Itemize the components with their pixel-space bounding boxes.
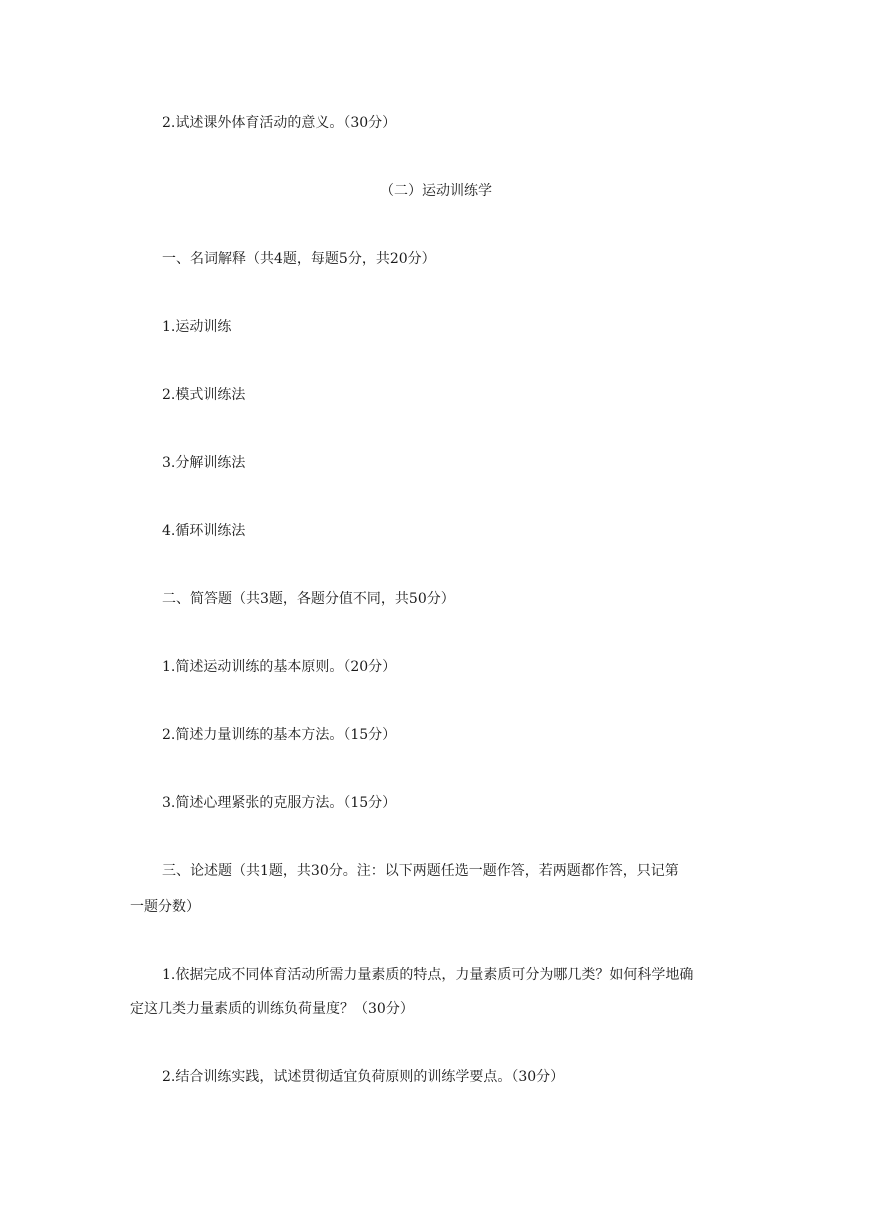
part1-item: 4.循环训练法 <box>162 523 246 539</box>
prev-section-question-2: 2.试述课外体育活动的意义。（30分） <box>162 115 397 131</box>
part3-heading-line2: 一题分数） <box>130 899 200 915</box>
part2-item: 2.简述力量训练的基本方法。（15分） <box>162 727 397 743</box>
part3-question-1-line1: 1.依据完成不同体育活动所需力量素质的特点，力量素质可分为哪几类？如何科学地确 <box>162 967 694 983</box>
part1-item: 3.分解训练法 <box>162 455 246 471</box>
part3-heading-line1: 三、论述题（共1题，共30分。注：以下两题任选一题作答，若两题都作答，只记第 <box>162 863 679 879</box>
part1-item: 1.运动训练 <box>162 319 232 335</box>
part1-item: 2.模式训练法 <box>162 387 246 403</box>
part2-item: 1.简述运动训练的基本原则。（20分） <box>162 659 397 675</box>
section-title: （二）运动训练学 <box>380 183 492 199</box>
part2-heading: 二、简答题（共3题，各题分值不同，共50分） <box>162 591 455 607</box>
part3-question-2: 2.结合训练实践，试述贯彻适宜负荷原则的训练学要点。（30分） <box>162 1069 565 1085</box>
part1-heading: 一、名词解释（共4题，每题5分，共20分） <box>162 251 436 267</box>
part3-question-1-line2: 定这几类力量素质的训练负荷量度？（30分） <box>130 1001 414 1017</box>
part2-item: 3.简述心理紧张的克服方法。（15分） <box>162 795 397 811</box>
